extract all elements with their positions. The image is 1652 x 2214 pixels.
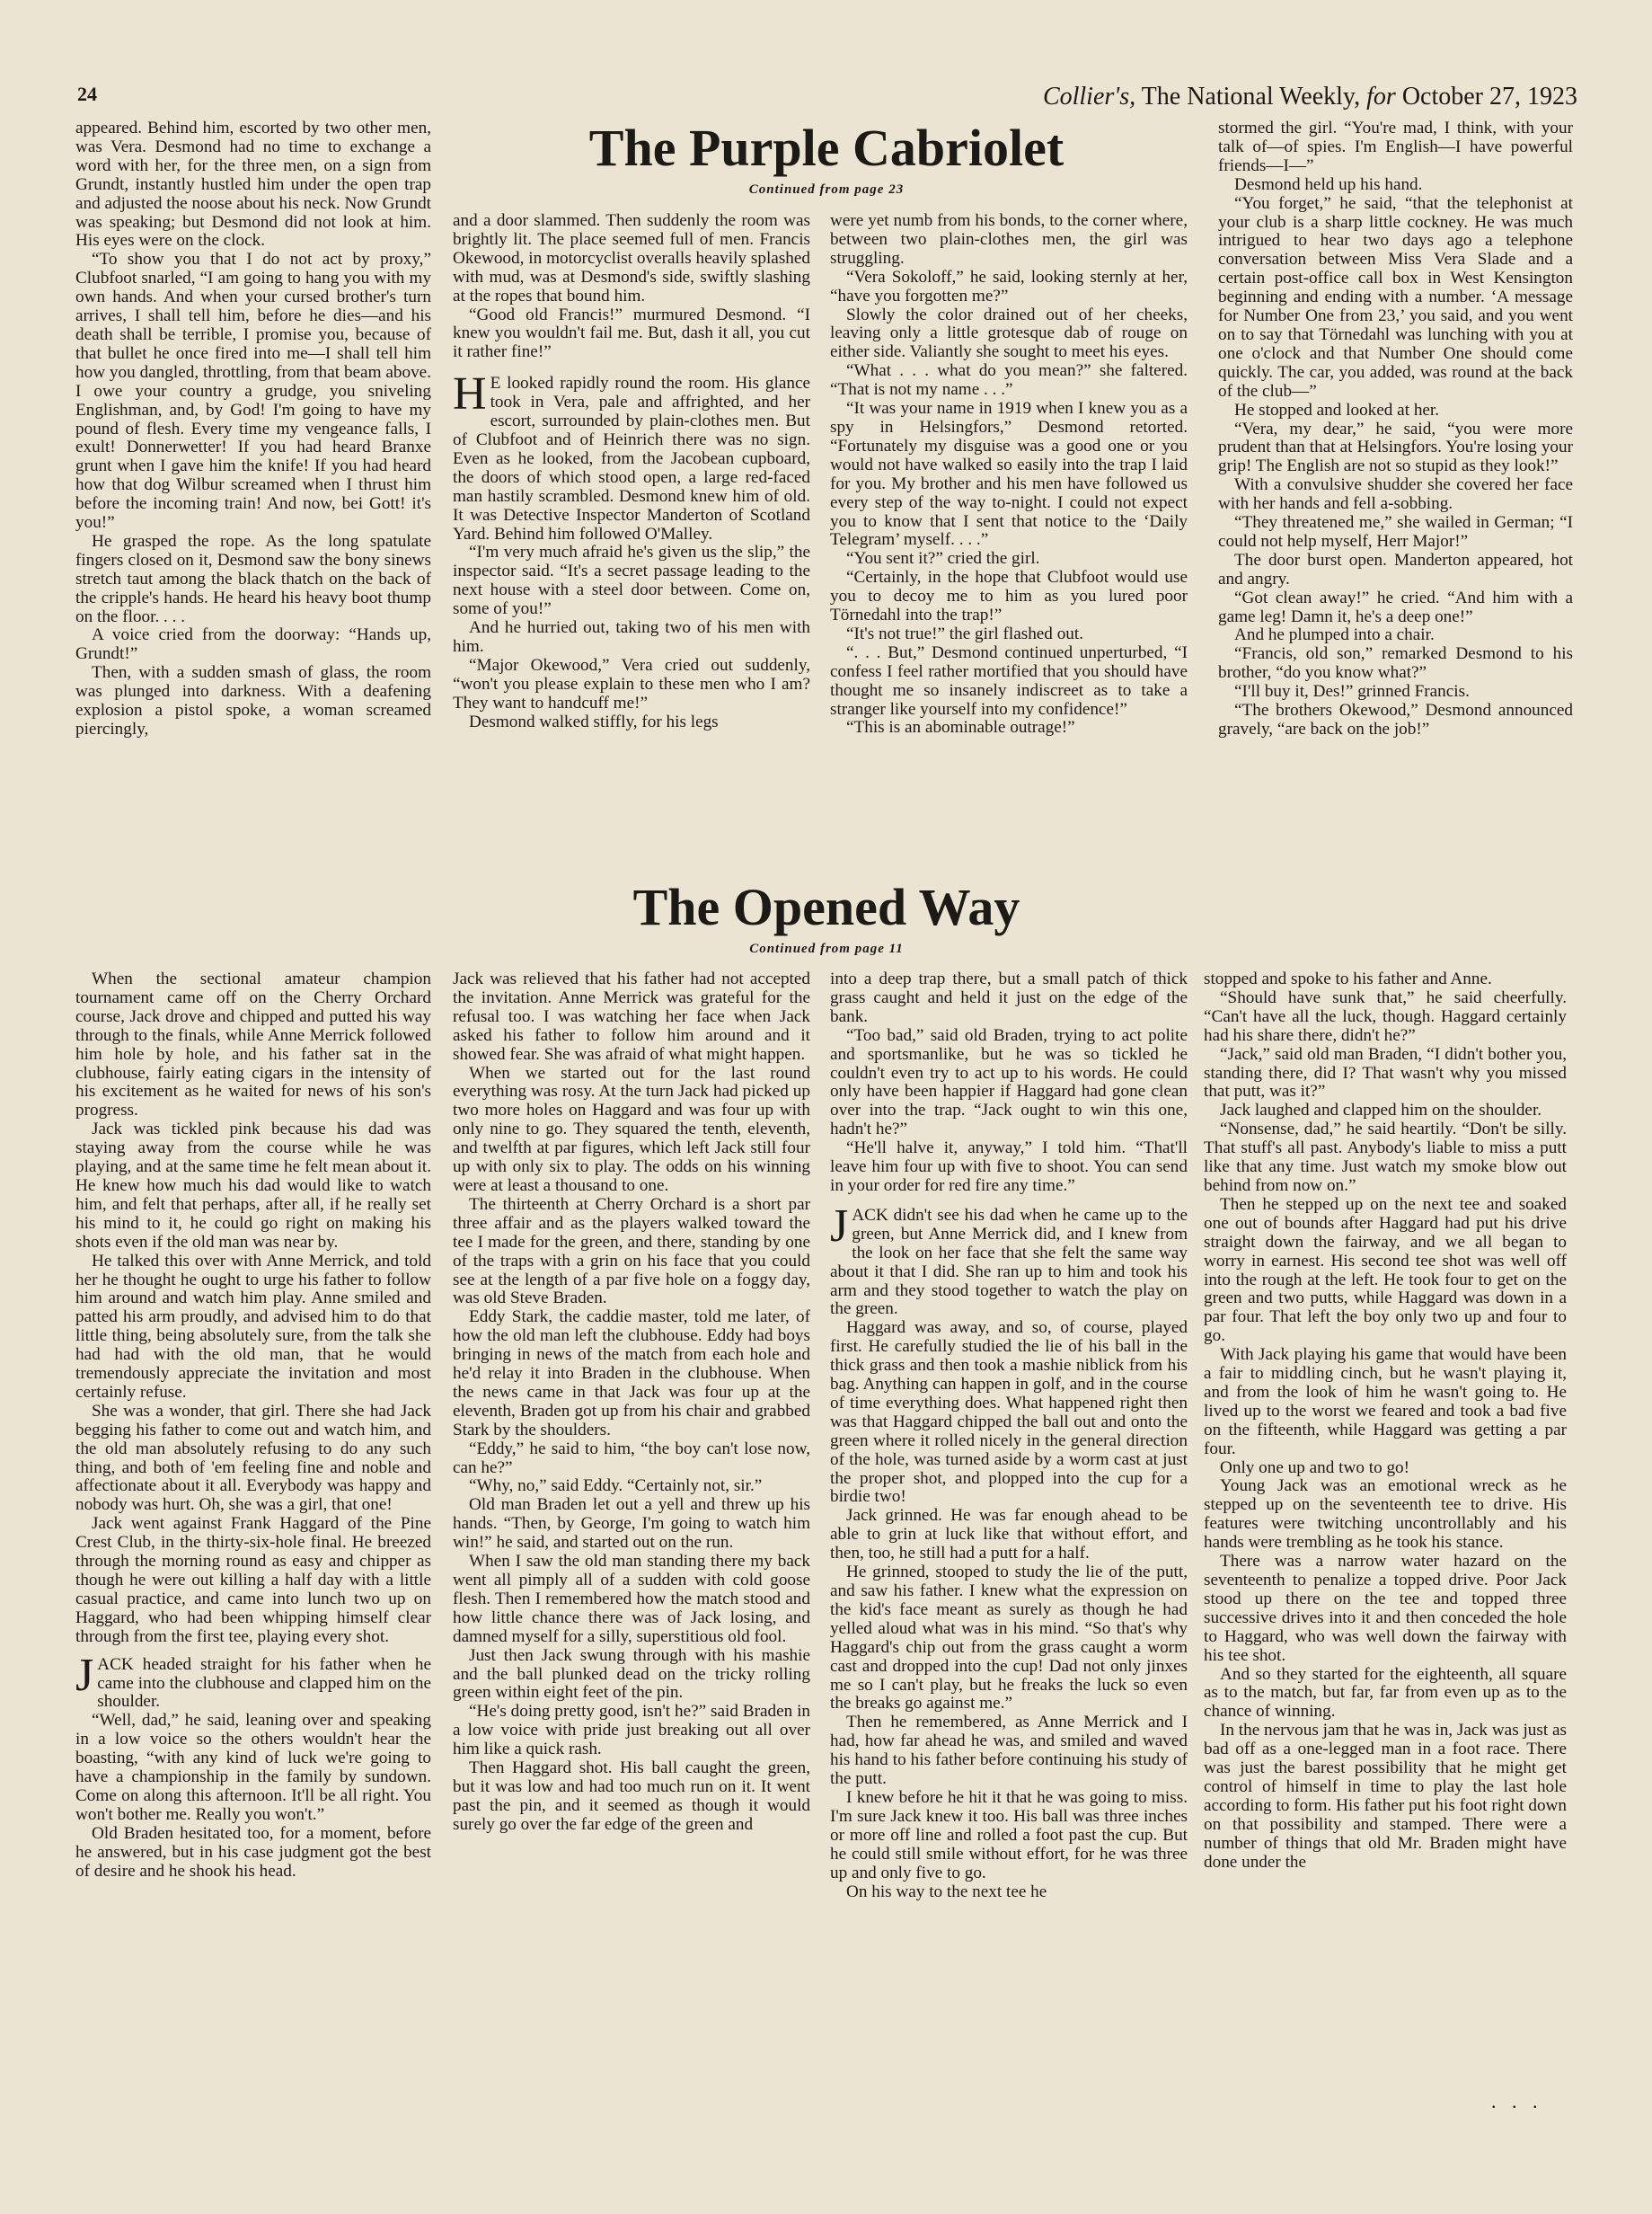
paragraph: And so they started for the eighteenth, all square as to the match, but far, far from even up as to the chance of winning.: [1204, 1664, 1567, 1722]
story1-continued: Continued from page 23: [748, 182, 905, 197]
paragraph: “Nonsense, dad,” he said heartily. “Don't be silly. That stuff's all past. Anybody's liable to miss a putt like that any time. Just watch my smoke blow out behind from now on.”: [1204, 1120, 1567, 1195]
paragraph: Only one up and two to go!: [1220, 1457, 1410, 1477]
paragraph: “He's doing pretty good, isn't he?” said Braden in a low voice with pride just breaking out all over him like a quick rash.: [453, 1702, 810, 1759]
dropcap-paragraph: HE looked rapidly round the room. His glance took in Vera, pale and affrighted, and her escort, surrounded by plain-clothes men. But of Clubfoot and of Heinrich there was no sign. Even as he looked, from the Jacobean cupboard, the doors of which stood open, a large red-faced man hastily scrambled. Desmond knew him of old. It was Detective Inspector Manderton of Scotland Yard. Behind him followed O'Malley.: [453, 368, 810, 544]
paragraph: stopped and spoke to his father and Anne.: [1204, 970, 1492, 988]
paragraph: He grinned, stooped to study the lie of the putt, and saw his father. I knew what the expression on the kid's face meant as surely as though he had yelled aloud what was in his mind. “So that's why Haggard's chip out from the grass caught a worm cast and dropped into the cup! Dad not only jinxes me so I can't play, but he freaks the luck so even the breaks go against me.”: [830, 1563, 1188, 1714]
paragraph: He grasped the rope. As the long spatulate fingers closed on it, Desmond saw the bony sinews stretch taut among the black thatch on the back of the cripple's hands. He heard his heavy boot thump on the floor. . . .: [75, 531, 431, 626]
paragraph: Then he stepped up on the next tee and soaked one out of bounds after Haggard had put his drive straight down the fairway, and we all began to worry in earnest. His second tee shot was well off into the rough at the left. He took four to get on the green and two putts, while Haggard was down in a par four. That left the boy only two up and four to go.: [1204, 1194, 1567, 1346]
paragraph: “Well, dad,” he said, leaning over and speaking in a low voice so the others wouldn't hear the boasting, “with any kind of luck we're going to have a championship in the family by sundown. Come on along this afternoon. It'll be all right. You won't bother me. Really you won't.”: [75, 1711, 431, 1824]
paragraph: Then he remembered, as Anne Merrick and I had, how far ahead he was, and smiled and waved his hand to his father before continuing his study of the putt.: [830, 1713, 1188, 1789]
paragraph: “He'll halve it, anyway,” I told him. “That'll leave him four up with five to shoot. You can send in your order for red fire any time.”: [830, 1138, 1188, 1195]
paragraph: Jack grinned. He was far enough ahead to be able to grin at luck like that without effort, and then, too, he still had a putt for a half.: [830, 1506, 1188, 1563]
paragraph: The thirteenth at Cherry Orchard is a short par three affair and as the players walked toward the tee I made for the green, and there, standing by one of the traps with a grin on his face that you could see at the length of a par five hole on a foggy day, was old Steve Braden.: [453, 1194, 810, 1308]
paragraph: “I'm very much afraid he's given us the slip,” the inspector said. “It's a secret passage leading to the next house with a steel door between. Come on, some of you!”: [453, 543, 810, 619]
story2-continued: Continued from page 11: [749, 942, 904, 956]
paragraph: And he hurried out, taking two of his men with him.: [453, 618, 810, 656]
paragraph: Old man Braden let out a yell and threw up his hands. “Then, by George, I'm going to watch him win!” he said, and started out on the run.: [453, 1495, 810, 1553]
story2-column-2: [453, 970, 810, 2088]
for-word: for: [1366, 83, 1396, 111]
dropcap-paragraph: JACK headed straight for his father when he came into the clubhouse and clapped him on the shoulder.: [75, 1649, 431, 1712]
paragraph: On his way to the next tee he: [846, 1882, 1047, 1901]
paragraph: When we started out for the last round everything was rosy. At the turn Jack had picked up two more holes on Haggard and was four up with only nine to go. They squared the tenth, eleventh, and twelfth at par figures, which left Jack still four up with only six to play. The odds on his winning were at least a thousand to one.: [453, 1063, 810, 1195]
issue-date: October 27, 1923: [1401, 83, 1577, 111]
paragraph: “Certainly, in the hope that Clubfoot would use you to decoy me to him as you lured poor Törnedahl into the trap!”: [830, 568, 1188, 625]
paragraph: “They threatened me,” she wailed in German; “I could not help myself, Herr Major!”: [1218, 513, 1573, 551]
paragraph: “Vera Sokoloff,” he said, looking sternly at her, “have you forgotten me?”: [830, 267, 1188, 306]
paragraph: Desmond walked stiffly, for his legs: [469, 712, 719, 731]
paragraph: appeared. Behind him, escorted by two other men, was Vera. Desmond had no time to exchange a word with her, for the three men, on a sign from Grundt, instantly hustled him under the open trap and adjusted the noose about his neck. Now Grundt was speaking; but Desmond did not look at him. His eyes were on the clock.: [75, 120, 431, 251]
paragraph: And he plumped into a chair.: [1234, 625, 1435, 645]
paragraph: “Eddy,” he said to him, “the boy can't lose now, can he?”: [453, 1439, 810, 1477]
running-head: [1043, 83, 1577, 111]
paragraph: Eddy Stark, the caddie master, told me later, of how the old man left the clubhouse. Eddy had boys bringing in news of the match from each hole and he'd relay it into Braden in the clubhouse. When the news came in that Jack was four up at the eleventh, Braden got up from his chair and grabbed Stark by the shoulders.: [453, 1307, 810, 1439]
dropcap-paragraph: JACK didn't see his dad when he came up to the green, but Anne Merrick did, and I knew from the look on her face that she felt the same way about it that I did. She ran up to him and took his arm and they stood together to watch the play on the green.: [830, 1200, 1188, 1319]
paragraph: “Should have sunk that,” he said cheerfully. “Can't have all the luck, though. Haggard certainly had his share there, didn't he?”: [1204, 987, 1567, 1045]
paragraph: “I'll buy it, Des!” grinned Francis.: [1234, 682, 1470, 702]
story2-column-1: [75, 970, 431, 2088]
page-number: 24: [77, 83, 97, 105]
paragraph: With a convulsive shudder she covered her face with her hands and fell a-sobbing.: [1218, 475, 1573, 514]
story1-title: The Purple Cabriolet: [588, 119, 1065, 177]
paragraph: “You sent it?” cried the girl.: [846, 549, 1040, 569]
paragraph: “Major Okewood,” Vera cried out suddenly, “won't you please explain to these men who I am? They want to handcuff me!”: [453, 655, 810, 713]
paragraph: “Jack,” said old man Braden, “I didn't bother you, standing there, did I? That wasn't why you missed that putt, was it?”: [1204, 1044, 1567, 1102]
paragraph: “This is an abominable outrage!”: [846, 718, 1075, 738]
continued-mark: . . .: [1491, 2090, 1543, 2112]
paragraph: Desmond held up his hand.: [1234, 174, 1423, 194]
paragraph: and a door slammed. Then suddenly the room was brightly lit. The place seemed full of men. Francis Okewood, in motorcyclist overalls heavily splashed with mud, was at Desmond's side, swiftly slashing at the ropes that bound him.: [453, 212, 810, 306]
paragraph: Jack was tickled pink because his dad was staying away from the course while he was playing, and at the same time he felt mean about it. He knew how much his dad would like to watch him, and felt that perhaps, after all, if he really set his mind to it, he could go right on making his shots even if the old man was near by.: [75, 1120, 431, 1252]
paragraph: Young Jack was an emotional wreck as he stepped up on the seventeenth tee to drive. His features were twitching uncontrollably and his hands were trembling as he took his stance.: [1204, 1476, 1567, 1553]
paragraph: “It was your name in 1919 when I knew you as a spy in Helsingfors,” Desmond retorted. “Fortunately my disguise was a good one or you would not have walked so easily into the trap I laid for you. My brother and his men have followed us every step of the way to-night. I could not expect you to know that I sent that notice to the ‘Daily Telegram’ myself. . . .”: [830, 399, 1188, 550]
paragraph: Jack was relieved that his father had not accepted the invitation. Anne Merrick was grateful for the refusal too. I was watching her face when Jack asked his father to follow him around and it showed fear. She was afraid of what might happen.: [453, 970, 810, 1064]
paragraph: “Good old Francis!” murmured Desmond. “I knew you wouldn't fail me. But, dash it all, you cut it rather fine!”: [453, 305, 810, 362]
paragraph: With Jack playing his game that would have been a fair to middling cinch, but he wasn't playing it, and from the look of him he wasn't going to. He lived up to the worst we feared and took a bad five on the fifteenth, while Haggard was getting a par four.: [1204, 1345, 1567, 1458]
paragraph: Old Braden hesitated too, for a moment, before he answered, but in his case judgment got the best of desire and he shook his head.: [75, 1823, 431, 1881]
publication-subtitle: The National Weekly,: [1141, 83, 1361, 111]
paragraph: She was a wonder, that girl. There she had Jack begging his father to come out and watch him, and the old man absolutely refusing to do any such thing, and both of 'em feeling fine and noble and affectionate about it all. Everybody was happy and nobody was hurt. Oh, she was a girl, that one!: [75, 1401, 431, 1515]
story2-title-block: [422, 879, 1231, 957]
story1-column-1: [75, 120, 431, 855]
paragraph: When the sectional amateur champion tournament came off on the Cherry Orchard course, Jack drove and chipped and putted his way through to the finals, while Anne Merrick followed him hole by hole, and his father sat in the clubhouse, fairly eating cigars in the intensity of his excitement as he waited for news of his son's progress.: [75, 970, 431, 1120]
paragraph: “Got clean away!” he cried. “And him with a game leg! Damn it, he's a deep one!”: [1218, 588, 1573, 626]
paragraph: The door burst open. Manderton appeared, hot and angry.: [1218, 550, 1573, 589]
paragraph: Slowly the color drained out of her cheeks, leaving only a little grotesque dab of rouge on either side. Valiantly she sought to meet his eyes.: [830, 305, 1188, 362]
paragraph: I knew before he hit it that he was going to miss. I'm sure Jack knew it too. His ball was three inches or more off line and rolled a foot past the cup. But he could still smile without effort, for he was three up and only five to go.: [830, 1787, 1188, 1882]
story1-column-3: [830, 212, 1188, 855]
paragraph: “Why, no,” said Eddy. “Certainly not, sir.”: [469, 1476, 763, 1496]
paragraph: “What . . . what do you mean?” she faltered. “That is not my name . . .”: [830, 361, 1188, 400]
paragraph: He talked this over with Anne Merrick, and told her he thought he ought to urge his father to follow him around and watch him play. Anne smiled and patted his arm proudly, and advised him to do that little thing, being absolutely sure, from the talk she had had with the old man, that he would tremendously appreciate the invitation and most certainly refuse.: [75, 1251, 431, 1402]
story2-column-4: [1204, 970, 1567, 2088]
paragraph: Haggard was away, and so, of course, played first. He carefully studied the lie of his ball in the thick grass and then took a mashie niblick from his bag. Anything can happen in golf, and in the course of time everything does. What happened right then was that Haggard chipped the ball out and onto the green where it rolled nicely in the general direction of the hole, was turned aside by a worm cast at just the proper shot, and plopped into the cup for a birdie two!: [830, 1318, 1188, 1507]
paragraph: into a deep trap there, but a small patch of thick grass caught and held it just on the edge of the bank.: [830, 970, 1188, 1026]
paragraph: Jack laughed and clapped him on the shoulder.: [1220, 1101, 1542, 1120]
paragraph: He stopped and looked at her.: [1234, 400, 1440, 420]
paragraph: “Francis, old son,” remarked Desmond to his brother, “do you know what?”: [1218, 644, 1573, 683]
paragraph: In the nervous jam that he was in, Jack was just as bad off as a one-legged man in a foot race. There was just the barest possibility that he might get control of himself in time to play the last hole according to form. His father put his foot right down on that possibility and stamped. There were a number of things that old Mr. Braden might have done under the: [1204, 1721, 1567, 1872]
story1-title-block: [440, 120, 1213, 198]
paragraph: “To show you that I do not act by proxy,” Clubfoot snarled, “I am going to hang you with my own hands. And when your cursed brother's turn arrives, I shall tell him, before he dies—and his death shall be terrible, I promise you, because of that bullet he once fired into me—I shall tell him how you dangled, throttling, from that beam above. I owe your country a grudge, you sniveling Englishman, and, by God! I'm going to have my pound of flesh. Every time my vengeance falls, I exult! Donnerwetter! If you had heard Branxe grunt when I gave him the knife! If you had heard how that dog Wilbur screamed when I thrust him before the incoming train! And now, bei Gott! it's you!”: [75, 250, 431, 533]
paragraph: “. . . But,” Desmond continued unperturbed, “I confess I feel rather mortified that you should have thought me so insanely indiscreet as to take a stranger like yourself into my confidence!”: [830, 642, 1188, 719]
paragraph: There was a narrow water hazard on the seventeenth to penalize a topped drive. Poor Jack stood up there on the tee and topped three successive drives into it and then conceded the hole to Haggard, who was well down the fairway with his tee shot.: [1204, 1552, 1567, 1665]
paragraph: “Too bad,” said old Braden, trying to act polite and sportsmanlike, but he was so tickled he couldn't even try to act up to his words. He could only have been happier if Haggard had gone clean over into the trap. “Jack ought to win this one, hadn't he?”: [830, 1025, 1188, 1139]
paragraph: stormed the girl. “You're mad, I think, with your talk of—of spies. I'm English—I have powerful friends—I—”: [1218, 120, 1573, 175]
paragraph: Just then Jack swung through with his mashie and the ball plunked dead on the tricky rolling green within eight feet of the pin.: [453, 1645, 810, 1703]
paragraph: Then, with a sudden smash of glass, the room was plunged into darkness. With a deafening explosion a pistol spoke, a woman screamed piercingly,: [75, 663, 431, 739]
paragraph: “The brothers Okewood,” Desmond announced gravely, “are back on the job!”: [1218, 701, 1573, 739]
paragraph: “You forget,” he said, “that the telephonist at your club is a sharp little cockney. He was much intrigued to hear two days ago a telephone conversation between Miss Vera Slade and a certain post-office call box in West Kensington beginning and ending with a number. ‘A message for Number One from 23,’ you said, and you went on to say that Törnedahl was lunching with you at one o'clock and that Number One should come quickly. The car, you added, was round at the back of the club—”: [1218, 193, 1573, 401]
paragraph: “Vera, my dear,” he said, “you were more prudent than that at Helsingfors. You're losing your grip! The English are not so stupid as they look!”: [1218, 419, 1573, 476]
paragraph: When I saw the old man standing there my back went all pimply all of a sudden with cold goose flesh. Then I remembered how the match stood and how little chance there was of Jack losing, and damned myself for a silly, superstitious old fool.: [453, 1552, 810, 1646]
paragraph: were yet numb from his bonds, to the corner where, between two plain-clothes men, the girl was struggling.: [830, 212, 1188, 268]
story2-title: The Opened Way: [632, 878, 1020, 936]
paragraph: Then Haggard shot. His ball caught the green, but it was low and had too much run on it. It went past the pin, and it seemed as though it would surely go over the far edge of the green and: [453, 1758, 810, 1834]
page-header: [77, 83, 1577, 119]
paragraph: Jack went against Frank Haggard of the Pine Crest Club, in the thirty-six-hole final. He breezed through the morning round as easy and chipper as though he were out killing a half day with a little casual practice, and came into lunch two up on Haggard, who had been whipping himself clear through from the first tee, playing every shot.: [75, 1514, 431, 1646]
story2-column-3: [830, 970, 1188, 2088]
publication-name: Collier's,: [1042, 83, 1136, 111]
story1-column-4: [1218, 120, 1573, 855]
story1-column-2: [453, 212, 810, 855]
paragraph: A voice cried from the doorway: “Hands up, Grundt!”: [75, 625, 431, 664]
paragraph: “It's not true!” the girl flashed out.: [846, 624, 1084, 643]
